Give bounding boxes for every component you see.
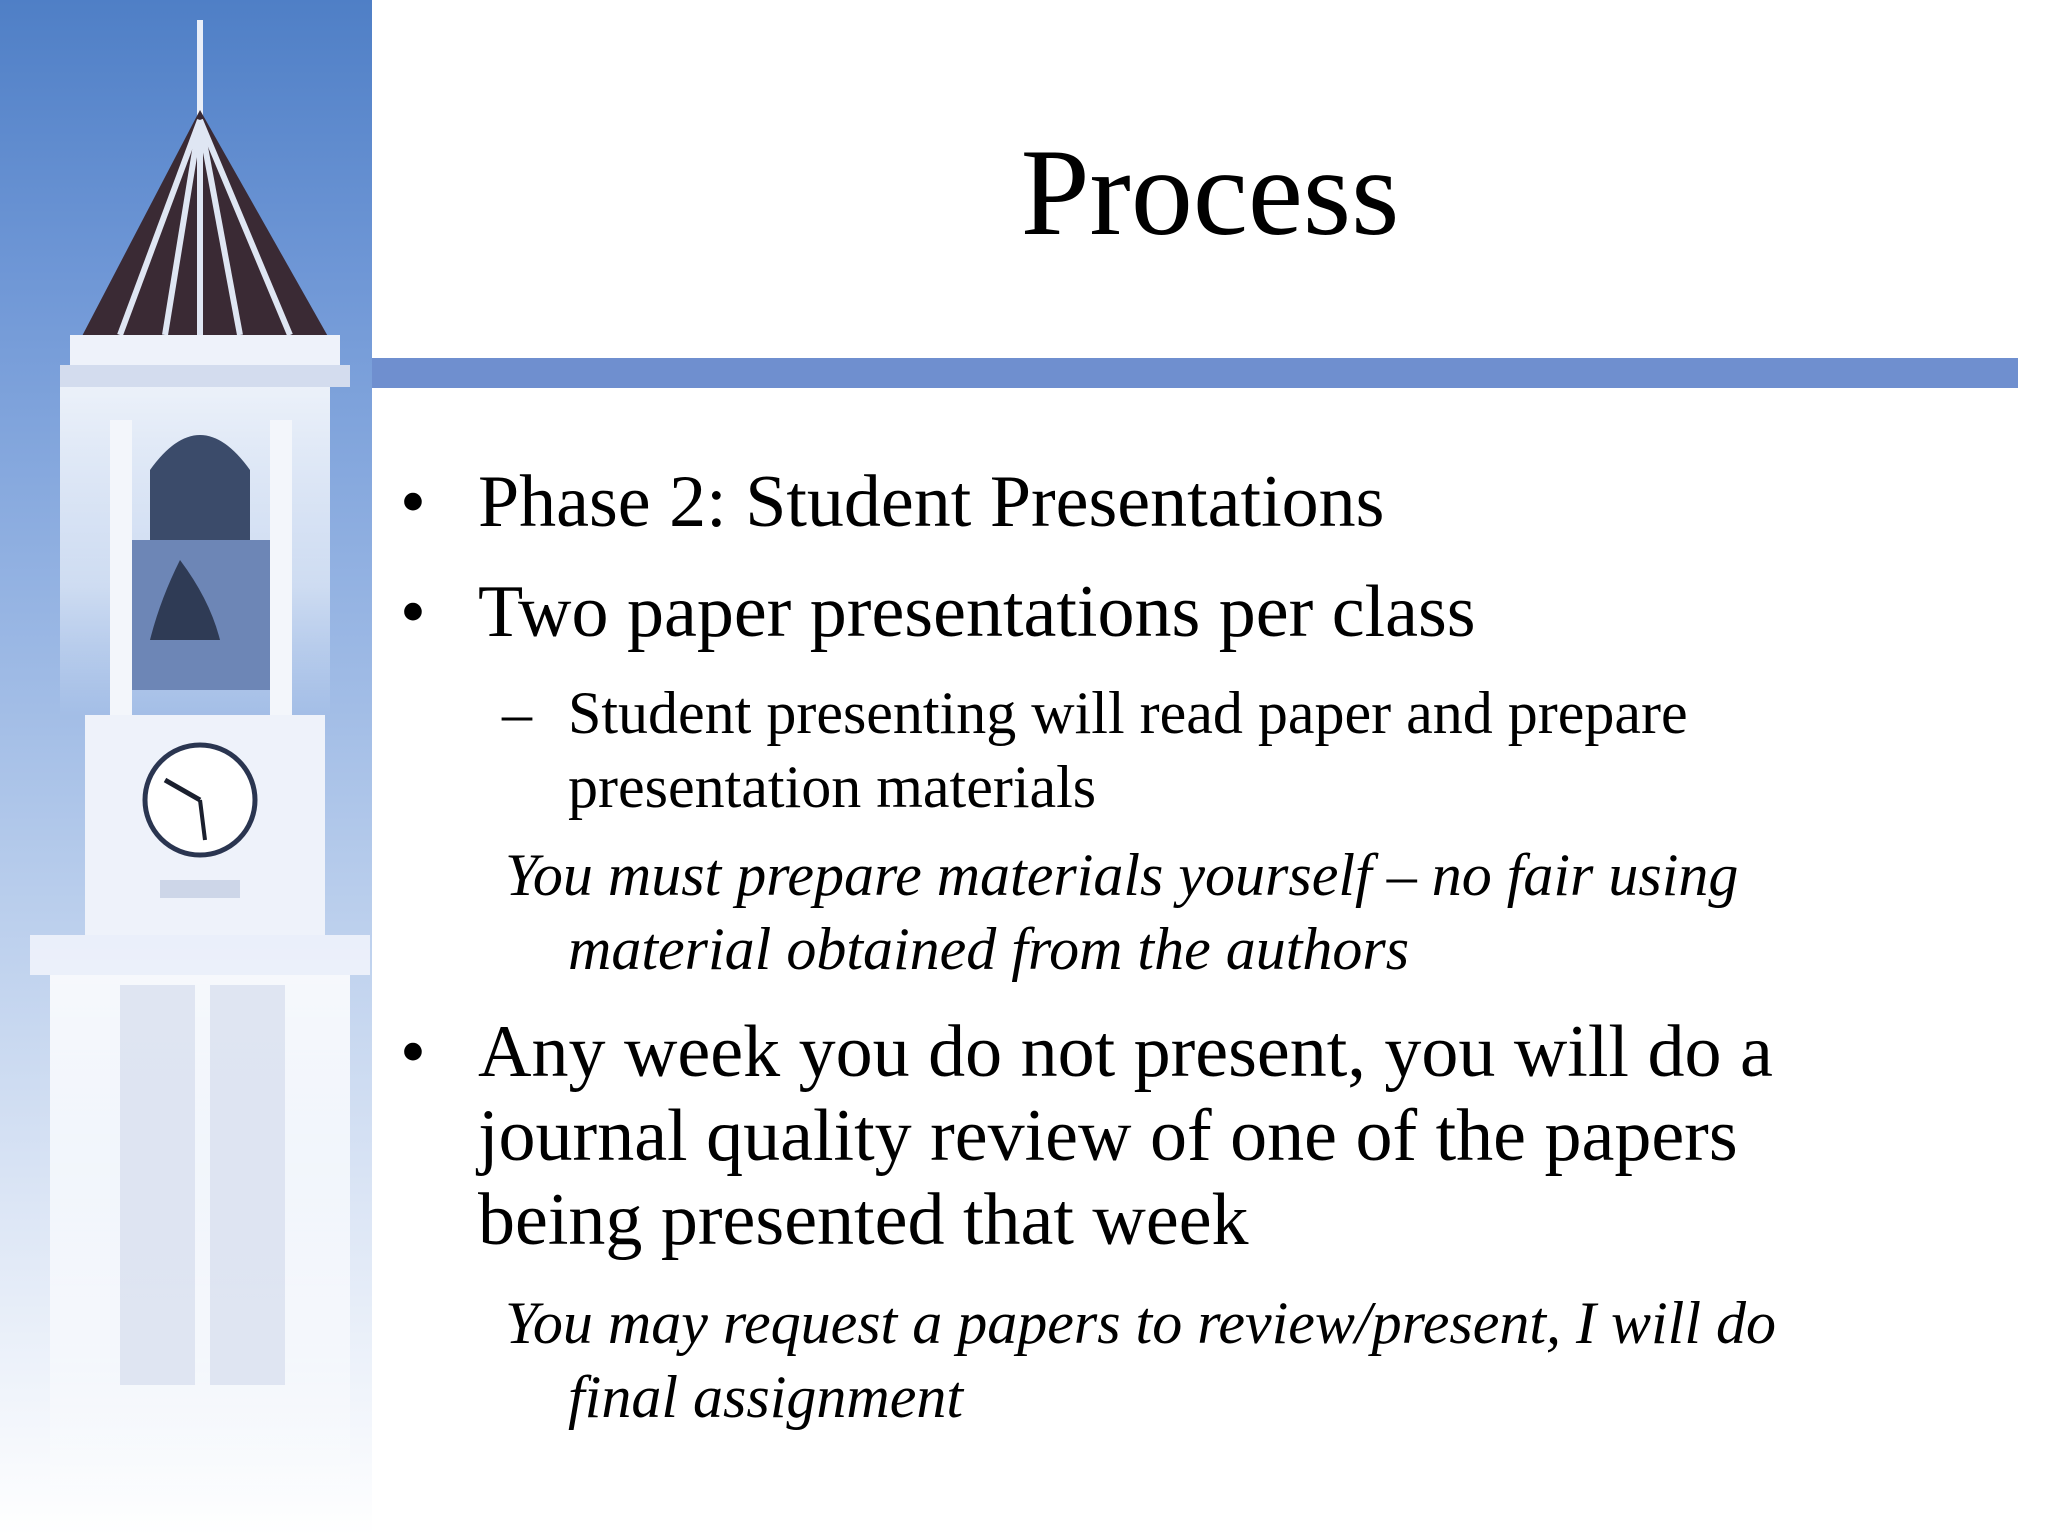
clock-tower-image <box>0 0 372 1536</box>
note-line: You may request a papers to review/present, I will do <box>505 1290 1777 1356</box>
note-line: final assignment <box>568 1364 964 1430</box>
clock-tower-panel <box>0 0 372 1536</box>
bullet-phase-2: Phase 2: Student Presentations <box>478 461 1385 543</box>
sub-item-student-presenting <box>568 676 1998 824</box>
sub-item-line: presentation materials <box>568 754 1097 820</box>
note-line: You must prepare materials yourself – no fair using <box>505 842 1739 908</box>
bullet-line: journal quality review of one of the papers <box>478 1095 1738 1177</box>
sub-item-line: Student presenting will read paper and prepare <box>568 680 1688 746</box>
bullet-line: being presented that week <box>478 1179 1249 1261</box>
title-divider <box>372 358 2018 388</box>
bullet-marker: • <box>400 1011 426 1093</box>
slide-title: Process <box>1020 124 1400 261</box>
bullet-marker: • <box>400 461 426 543</box>
sub-item-marker: – <box>502 680 532 746</box>
note-request-papers <box>505 1286 2025 1434</box>
bullet-line: Any week you do not present, you will do a <box>478 1011 1773 1093</box>
bullet-journal-review <box>478 1010 1978 1262</box>
note-prepare-materials <box>505 838 2025 986</box>
bullet-marker: • <box>400 571 426 653</box>
bullet-two-presentations: Two paper presentations per class <box>478 571 1476 653</box>
note-line: material obtained from the authors <box>568 916 1410 982</box>
